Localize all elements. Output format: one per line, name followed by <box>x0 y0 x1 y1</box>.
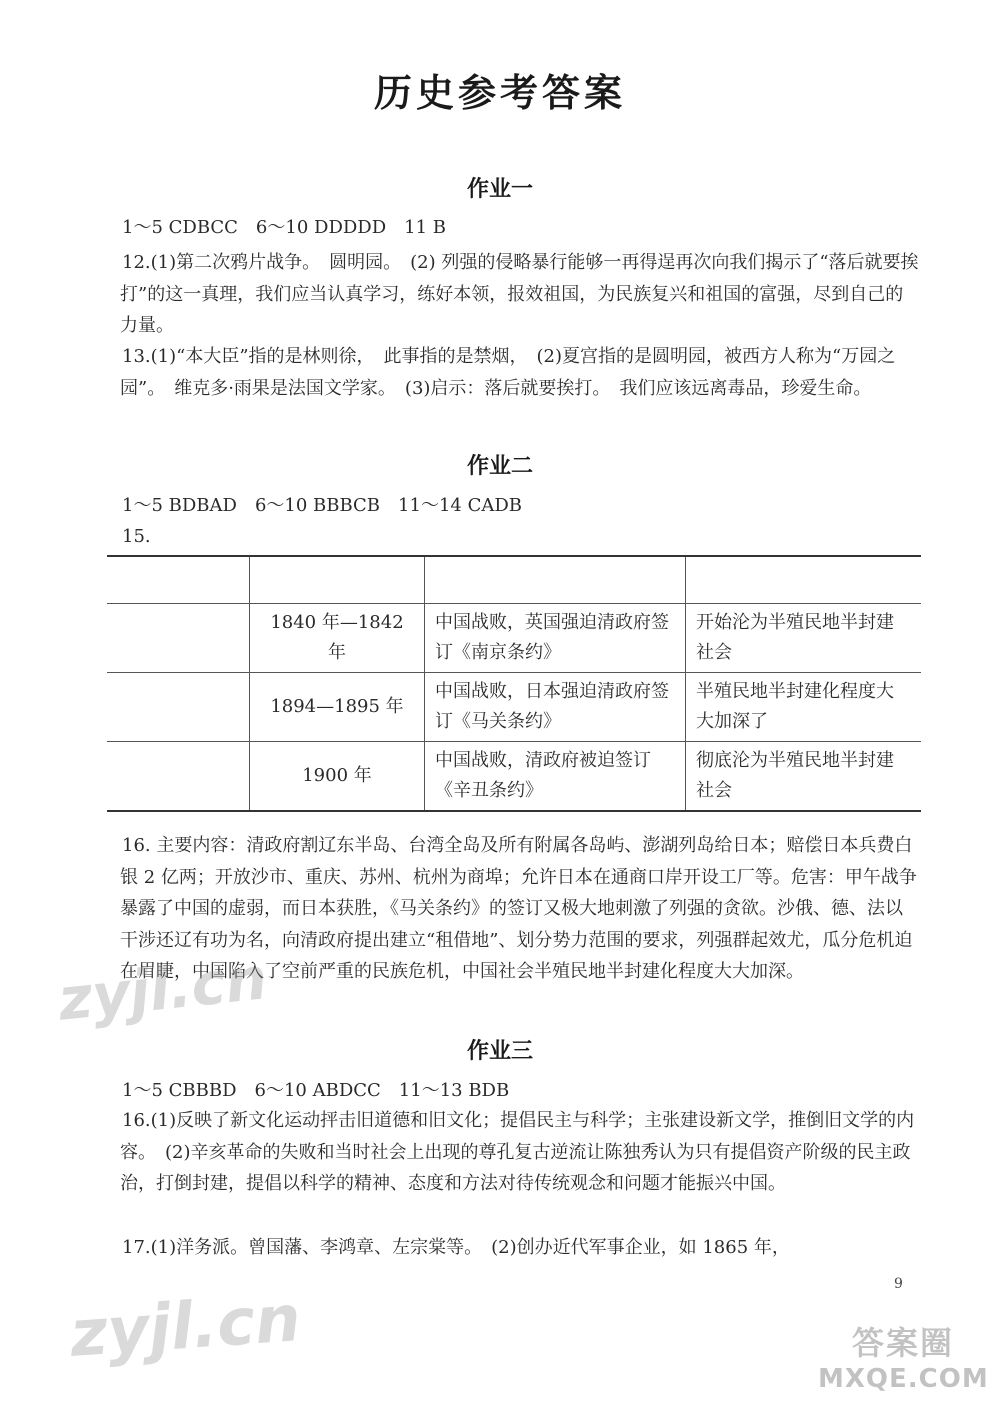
answer-paragraph-17: 17.(1)洋务派。曾国藩、李鸿章、左宗棠等。 (2)创办近代军事企业，如 1865 年， <box>122 1237 790 1258</box>
table-cell-event: 中国战败，英国强迫清政府签订《南京条约》 <box>425 604 686 673</box>
watermark-text: zyjl.cn <box>55 944 271 1034</box>
choice-answers-1: 1～5 CDBCC 6～10 DDDDD 11 B <box>122 217 447 238</box>
table-cell <box>686 556 922 604</box>
table-cell-effect: 开始沦为半殖民地半封建社会 <box>686 604 922 673</box>
page-number: 9 <box>894 1276 903 1292</box>
table-cell-year: 1894—1895 年 <box>250 673 425 742</box>
watermark-logo-en: MXQE.COM <box>818 1364 989 1394</box>
section-heading-3: 作业三 <box>466 1039 533 1064</box>
answer-paragraph-16: 16. 主要内容：清政府割辽东半岛、台湾全岛及所有附属各岛屿、澎湖列岛给日本；赔偿日本兵费白银 2 亿两；开放沙市、重庆、苏州、杭州为商埠；允许日本在通商口岸开设工厂等。危害：甲午战争暴露了中国的虚弱，而日本获胜，《马关条约》的签订又极大地刺激了列强的贪欲。沙俄、德、法以干涉还辽有功为名，向清政府提出建立“租借地”、划分势力范围的要求，列强群起效尤，瓜分危机迫在眉睫，中国陷入了空前严重的民族危机，中国社会半殖民地半封建化程度大大加深。 <box>120 835 917 982</box>
table-row <box>107 673 921 742</box>
page-title: 历史参考答案 <box>373 70 626 115</box>
table-cell <box>107 742 250 812</box>
table-cell-effect: 彻底沦为半殖民地半封建社会 <box>686 742 922 812</box>
table-row <box>107 742 921 812</box>
section-heading-1: 作业一 <box>466 177 533 202</box>
section-heading-2: 作业二 <box>466 454 533 479</box>
table-cell <box>107 604 250 673</box>
history-events-table <box>107 555 921 812</box>
watermark-logo <box>818 1318 988 1394</box>
choice-answers-3: 1～5 CBBBD 6～10 ABDCC 11～13 BDB <box>122 1080 510 1101</box>
table-cell <box>107 673 250 742</box>
table-header-row <box>107 556 921 604</box>
watermark-logo-cn: 答案圈 <box>851 1324 954 1362</box>
question-15-label: 15. <box>122 526 151 547</box>
table-cell-year: 1900 年 <box>250 742 425 812</box>
table-cell <box>250 556 425 604</box>
table-cell-event: 中国战败，日本强迫清政府签订《马关条约》 <box>425 673 686 742</box>
table-cell <box>107 556 250 604</box>
table-cell-effect: 半殖民地半封建化程度大大加深了 <box>686 673 922 742</box>
table-row <box>107 604 921 673</box>
answer-paragraph-16b: 16.(1)反映了新文化运动抨击旧道德和旧文化；提倡民主与科学；主张建设新文学，推倒旧文学的内容。 (2)辛亥革命的失败和当时社会上出现的尊孔复古逆流让陈独秀认为只有提倡资产阶级的民主政治，打倒封建，提倡以科学的精神、态度和方法对待传统观念和问题才能振兴中国。 <box>120 1110 915 1194</box>
answer-paragraph-12: 12.(1)第二次鸦片战争。 圆明园。 (2) 列强的侵略暴行能够一再得逞再次向我们揭示了“落后就要挨打”的这一真理，我们应当认真学习，练好本领，报效祖国，为民族复兴和祖国的富强，尽到自己的力量。 <box>120 252 919 336</box>
table-cell-event: 中国战败，清政府被迫签订《辛丑条约》 <box>425 742 686 812</box>
choice-answers-2: 1～5 BDBAD 6～10 BBBCB 11～14 CADB <box>122 495 522 516</box>
table-cell <box>425 556 686 604</box>
watermark-text: zyjl.cn <box>67 1282 303 1372</box>
answer-paragraph-13: 13.(1)“本大臣”指的是林则徐， 此事指的是禁烟， (2)夏宫指的是圆明园，被西方人称为“万园之园”。 维克多·雨果是法国文学家。 (3)启示：落后就要挨打。 我们应该远离毒品，珍爱生命。 <box>120 346 896 399</box>
table-cell-year: 1840 年—1842 年 <box>250 604 425 673</box>
